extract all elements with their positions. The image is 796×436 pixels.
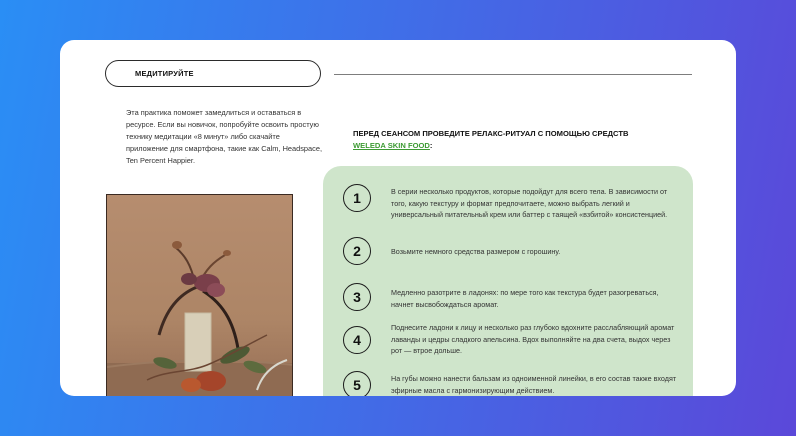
still-life-photo — [106, 194, 293, 396]
photo-illustration — [107, 195, 293, 396]
ritual-heading-colon: : — [429, 141, 433, 150]
ritual-heading-text: ПЕРЕД СЕАНСОМ ПРОВЕДИТЕ РЕЛАКС-РИТУАЛ С ПОМОЩЬЮ СРЕДСТВ — [353, 129, 629, 138]
step-text: Медленно разотрите в ладонях: по мере того как текстура будет разогреваться, начнет высвобождаться аромат. — [391, 288, 659, 309]
ritual-steps-panel — [323, 166, 693, 396]
step-text: В серии несколько продуктов, которые подойдут для всего тела. В зависимости от того, какую текстуру и формат предпочитаете, можно выбрать легкий и универсальный питательный крем или баттер с таящей «взбитой» консистенцией. — [391, 187, 668, 219]
step-number: 1 — [343, 184, 371, 212]
step-number: 3 — [343, 283, 371, 311]
step-text: Возьмите немного средства размером с горошину. — [391, 247, 561, 256]
content-card — [60, 40, 736, 396]
step-number: 2 — [343, 237, 371, 265]
step-text: Поднесите ладони к лицу и несколько раз глубоко вдохните расслабляющий аромат лаванды и цедры сладкого апельсина. Вдох выполняйте на два счета, выдох через рот — втрое дольше. — [391, 323, 675, 355]
ritual-heading — [353, 128, 643, 152]
step-text: На губы можно нанести бальзам из одноименной линейки, в его состав также входят эфирные масла с гармонизирующим действием. — [391, 374, 677, 395]
step-number: 4 — [343, 326, 371, 354]
divider-line — [334, 74, 692, 75]
section-label-pill — [105, 60, 321, 87]
intro-text: Эта практика поможет замедлиться и оставаться в ресурсе. Если вы новичок, попробуйте освоить простую технику медитации «8 минут» либо скачайте приложение для смартфона, такие как Calm, Headspace, Ten Percent Happier. — [126, 108, 323, 165]
section-label: МЕДИТИРУЙТЕ — [135, 69, 194, 78]
weleda-skin-food-link[interactable]: WELEDA SKIN FOOD — [353, 141, 430, 150]
step-number: 5 — [343, 371, 371, 396]
